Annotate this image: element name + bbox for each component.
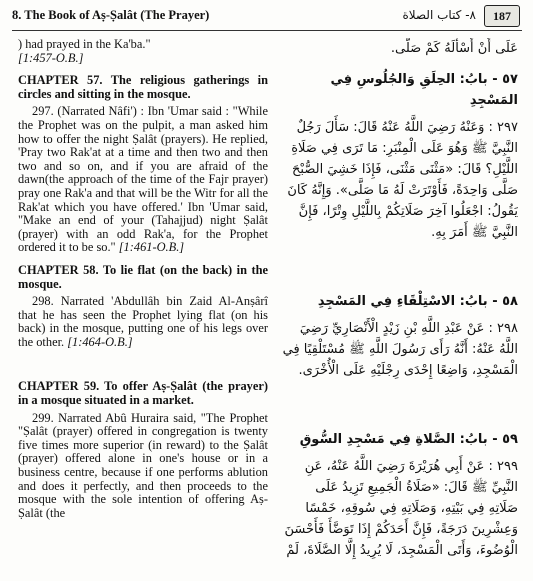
intro-text: ) had prayed in the Ka'ba.": [18, 38, 151, 51]
hadith-298-reference: [1:464-O.B.]: [67, 334, 133, 349]
hadith-298: [18, 295, 268, 349]
chapter-57-heading: CHAPTER 57. The religious gatherings in circles and sitting in the mosque.: [18, 73, 268, 101]
english-column: [18, 38, 268, 578]
arabic-intro-line: عَلَى أَنْ أَسْأَلَهُ كَمْ صَلَّى.: [390, 41, 518, 56]
header-divider: [12, 30, 522, 31]
section-spacer: [18, 349, 268, 371]
arabic-hadith-299: ٢٩٩ : عَنْ أَبِي هُرَيْرَةَ رَضِيَ اللَّهُ عَنْهُ، عَنِ النَّبِيِّ ﷺ قَالَ: «صَلَاةُ الْجَمِيعِ تَزِيدُ عَلَى صَلَاتِهِ فِي بَيْتِهِ، وَصَلَاتِهِ فِي سُوقِهِ، خَمْسًا وَعِشْرِينَ دَرَجَةً، فَإِنَّ أَحَدَكُمْ إِذَا تَوَضَّأَ فَأَحْسَنَ الْوُضُوءَ، وَأَتَى الْمَسْجِدَ، لَا يُرِيدُ إِلَّا الصَّلَاةَ، لَمْ: [284, 459, 518, 558]
page-header: [12, 8, 522, 36]
arabic-hadith-298: ٢٩٨ : عَنْ عَبْدِ اللَّهِ بْنِ زَيْدٍ الْأَنْصَارِيِّ رَضِيَ اللَّهُ عَنْهُ: أَنَّهُ رَأَى رَسُولَ اللَّهِ ﷺ مُسْتَلْقِيًا فِي الْمَسْجِدِ، وَاضِعًا إِحْدَى رِجْلَيْهِ عَلَى الْأُخْرَى.: [282, 321, 518, 378]
book-title-arabic: ٨- كتاب الصلاة: [402, 8, 476, 22]
hadith-297: [18, 105, 268, 255]
chapter-59-heading: CHAPTER 59. To offer Aṣ-Ṣalât (the prayer) in a mosque situated in a market.: [18, 379, 268, 408]
hadith-298-text: 298. Narrated 'Abdullâh bin Zaid Al-Anṣârî that he has seen the Prophet lying flat (on his back) in the mosque, putting one of his legs over the other.: [18, 294, 268, 349]
book-title-english: 8. The Book of Aṣ-Ṣalât (The Prayer): [12, 8, 210, 22]
arabic-chapter-59: ٥٩ - بابُ: الصَّلاةِ فِي مَسْجِدِ السُّوقِ: [299, 432, 518, 447]
hadith-297-reference: [1:461-O.B.]: [118, 240, 185, 255]
section-spacer: [282, 385, 518, 419]
arabic-chapter-57: ٥٧ - بابُ: الحِلَقِ وَالجُلُوسِ فِي المَسْجِدِ: [330, 72, 518, 108]
hadith-299-text: 299. Narrated Abû Huraira said, "The Prophet "Ṣalât (prayer) offered in congregation is twenty five times more superior (in reward) to the Ṣalât (prayer) offered alone in one's house or in a business centre, because if one performs ablution and does it perfectly, and then proceeds to the mosque with the sole intention of offering Aṣ-Ṣalât (the: [18, 410, 268, 520]
arabic-hadith-297: ٢٩٧ : وَعَنْهُ رَضِيَ اللَّهُ عَنْهُ قَالَ: سَأَلَ رَجُلٌ النَّبِيَّ ﷺ وَهُوَ عَلَى الْمِنْبَرِ: مَا تَرَى فِي صَلَاةِ اللَّيْلِ؟ قَالَ: «مَثْنَى مَثْنَى، فَإِذَا خَشِيَ الصُّبْحَ صَلَّى وَاحِدَةً، فَأَوْتَرَتْ لَهُ مَا صَلَّى». وَإِنَّهُ كَانَ يَقُولُ: اجْعَلُوا آخِرَ صَلَاتِكُمْ بِاللَّيْلِ وِتْرًا، فَإِنَّ النَّبِيَّ ﷺ أَمَرَ بِهِ.: [287, 120, 518, 240]
hadith-297-text: 297. (Narrated Nâfi') : Ibn 'Umar said : "While the Prophet was on the pulpit, a man asked him how to offer the night Ṣalât (prayers). He replied, 'Pray two Rak'at at a time and then two and then two and so on, and if you are afraid of the dawn(the approach of the time of the Fajr prayer) pray one Rak'a and that will be the Witr for all the Rak'at which you have offered.' Ibn 'Umar said, "Make an end of your (Tahajjud) night Ṣalât (prayer) with an odd Rak'a, for the Prophet ordered it to be so.": [18, 104, 268, 255]
intro-reference: [1:457-O.B.]: [18, 50, 84, 65]
arabic-column: [282, 38, 518, 578]
chapter-58-heading: CHAPTER 58. To lie flat (on the back) in the mosque.: [18, 262, 268, 291]
intro-line: [18, 38, 268, 65]
arabic-chapter-58: ٥٨ - بابُ: الاسْتِلْقَاءِ فِي المَسْجِدِ: [317, 294, 518, 309]
page-number: 187: [484, 5, 520, 27]
section-spacer: [282, 247, 518, 281]
